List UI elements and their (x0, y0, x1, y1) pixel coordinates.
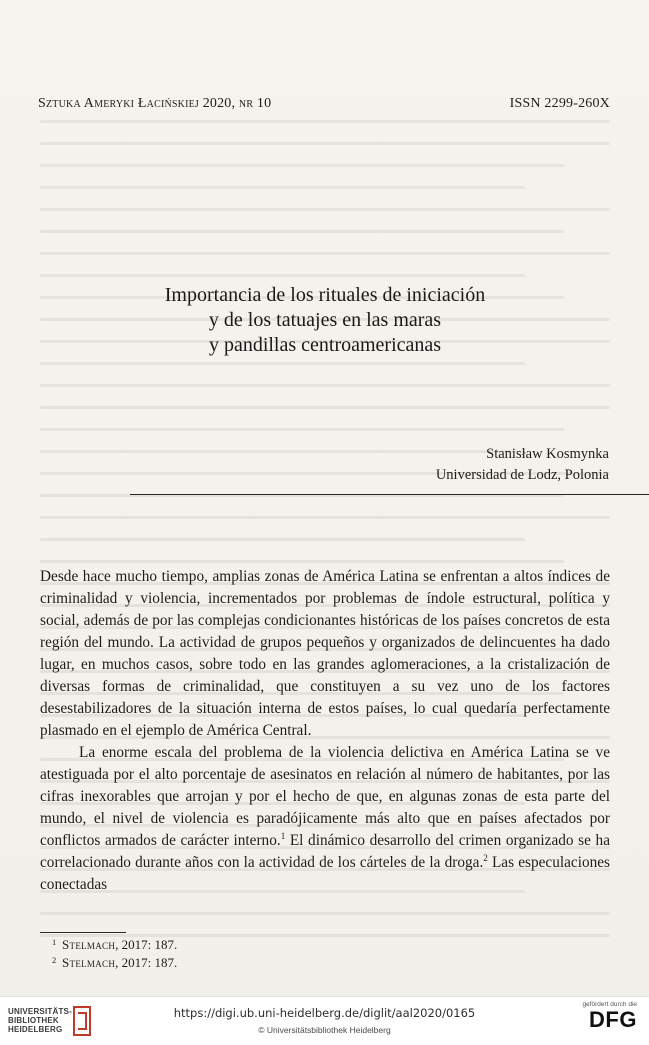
footnote-2-number: 2 (52, 955, 57, 965)
article-title (80, 283, 570, 358)
running-head (38, 96, 610, 116)
author-name: Stanisław Kosmynka (486, 446, 609, 462)
dfg-wordmark: DFG (589, 1007, 637, 1032)
paragraph-2-text-c: Las especulaciones conectadas (40, 854, 610, 893)
copyright-notice: © Universitätsbibliothek Heidelberg (258, 1025, 391, 1035)
permalink-url[interactable]: https://digi.ub.uni-heidelberg.de/diglit/aal2020/0165 (173, 1006, 476, 1020)
footnote-1-number: 1 (52, 937, 57, 947)
author-divider (130, 494, 649, 495)
paragraph-2-text-b: El dinámico desarrollo del crimen organizado se ha correlacionado durante años con la actividad de los cárteles de la droga. (40, 832, 611, 871)
footnote-ref-1[interactable]: 1 (280, 830, 286, 841)
title-line-1: Importancia de los rituales de iniciación (164, 284, 486, 306)
footnote-1-author: Stelmach (62, 937, 116, 952)
dfg-funded-by: gefördert durch die (582, 1001, 637, 1008)
footnote-2-author: Stelmach (62, 955, 116, 970)
footnote-1-ref: , 2017: 187. (115, 937, 178, 952)
title-line-2: y de los tatuajes en las maras (208, 309, 442, 331)
footnote-2-ref: , 2017: 187. (115, 955, 178, 970)
paragraph-1: Desde hace mucho tiempo, amplias zonas de América Latina se enfrentan a altos índices de criminalidad y violencia, incrementados por problemas de índole estructural, política y social, además de por las complejas condicionantes históricas de los países concretos de esta región del mundo. La actividad de grupos pequeños y organizados de delincuentes ha dado lugar, en muchos casos, sobre todo en las grandes aglomeraciones, a la cristalización de diversas formas de criminalidad, que constituyen a su vez uno de los factores desestabilizadores de la situación interna de estos países, lo cual quedaría perfectamente plasmado en el ejemplo de América Central. (40, 568, 610, 739)
footnotes (52, 936, 178, 972)
viewer-footer (0, 996, 649, 1045)
footnote-ref-2[interactable]: 2 (483, 852, 488, 863)
body-text (40, 566, 610, 896)
paragraph-2 (40, 742, 610, 896)
author-block (436, 444, 609, 486)
journal-name: Sztuka Ameryki Łacińskiej 2020, nr 10 (38, 96, 272, 111)
library-logo-wordmark: UNIVERSITÄTS- BIBLIOTHEK HEIDELBERG (8, 1007, 72, 1034)
footnote-2 (52, 954, 178, 972)
issn: ISSN 2299-260X (509, 96, 610, 111)
dfg-logo[interactable] (577, 1001, 637, 1041)
paragraph-2-text-a: La enorme escala del problema de la violencia delictiva en América Latina se ve atestiguada por el alto porcentaje de asesinatos en relación al número de habitantes, por las cifras inexorables que arrojan y por el hecho de que, en algunas zonas de esta parte del mundo, el nivel de violencia es paradójicamente más alto que en países afectados por conflictos armados de carácter interno. (40, 744, 610, 849)
author-affiliation: Universidad de Lodz, Polonia (435, 467, 609, 483)
title-line-3: y pandillas centroamericanas (208, 334, 442, 356)
footnote-1 (52, 936, 178, 954)
